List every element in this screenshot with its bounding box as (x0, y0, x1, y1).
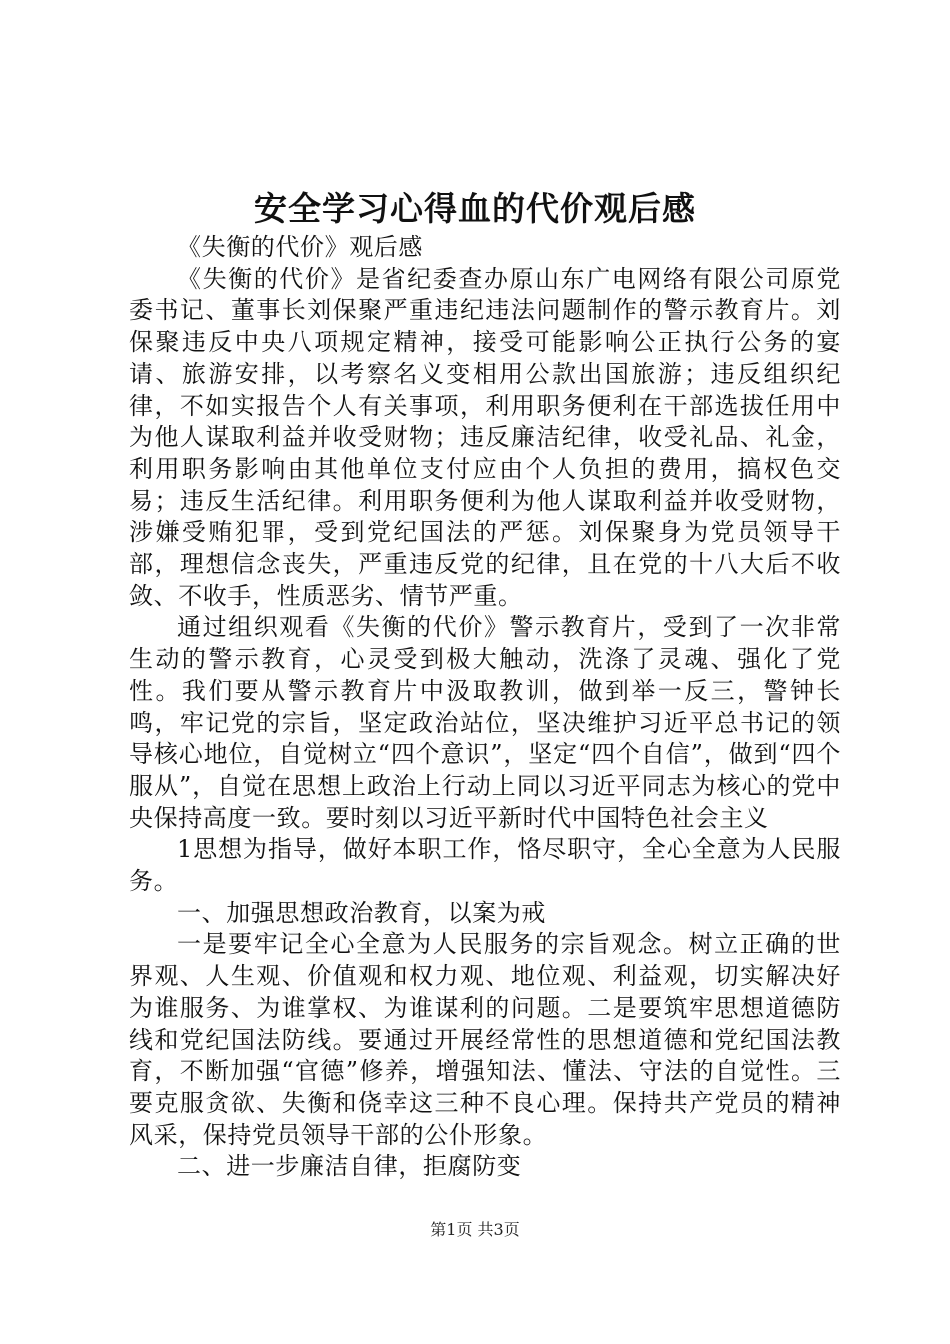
paragraph-intro: 《失衡的代价》是省纪委查办原山东广电网络有限公司原党委书记、董事长刘保聚严重违纪违法问题制作的警示教育片。刘保聚违反中央八项规定精神，接受可能影响公正执行公务的宴请、旅游安排，以考察名义变相用公款出国旅游；违反组织纪律，不如实报告个人有关事项，利用职务便利在干部选拔任用中为他人谋取利益并收受财物；违反廉洁纪律，收受礼品、礼金，利用职务影响由其他单位支付应由个人负担的费用，搞权色交易；违反生活纪律。利用职务便利为他人谋取利益并收受财物，涉嫌受贿犯罪，受到党纪国法的严惩。刘保聚身为党员领导干部，理想信念丧失，严重违反党的纪律，且在党的十八大后不收敛、不收手，性质恶劣、情节严重。 (129, 264, 841, 610)
section-heading-1: 一、加强思想政治教育，以案为戒 (177, 898, 546, 927)
section-heading-2: 二、进一步廉洁自律，拒腐防变 (177, 1152, 522, 1181)
paragraph-subtitle: 《失衡的代价》观后感 (177, 233, 423, 261)
page-footer: 第1页 共3页 (430, 1220, 520, 1239)
paragraph-reflection: 通过组织观看《失衡的代价》警示教育片，受到了一次非常生动的警示教育，心灵受到极大触动，洗涤了灵魂、强化了党性。我们要从警示教育片中汲取教训，做到举一反三，警钟长鸣，牢记党的宗旨，坚定政治站位，坚决维护习近平总书记的领导核心地位，自觉树立“四个意识”，坚定“四个自信”，做到“四个服从”，自觉在思想上政治上行动上同以习近平同志为核心的党中央保持高度一致。要时刻以习近平新时代中国特色社会主义 (129, 613, 841, 832)
paragraph-section-1: 一是要牢记全心全意为人民服务的宗旨观念。树立正确的世界观、人生观、价值观和权力观、地位观、利益观，切实解决好为谁服务、为谁掌权、为谁谋利的问题。二是要筑牢思想道德防线和党纪国法防线。要通过开展经常性的思想道德和党纪国法教育，不断加强“官德”修养，增强知法、懂法、守法的自觉性。三要克服贪欲、失衡和侥幸这三种不良心理。保持共产党员的精神风采，保持党员领导干部的公仆形象。 (129, 930, 841, 1149)
document-body (129, 232, 841, 1183)
paragraph-continuation: 1思想为指导，做好本职工作，恪尽职守，全心全意为人民服务。 (129, 835, 841, 896)
document-title: 安全学习心得血的代价观后感 (254, 189, 696, 228)
